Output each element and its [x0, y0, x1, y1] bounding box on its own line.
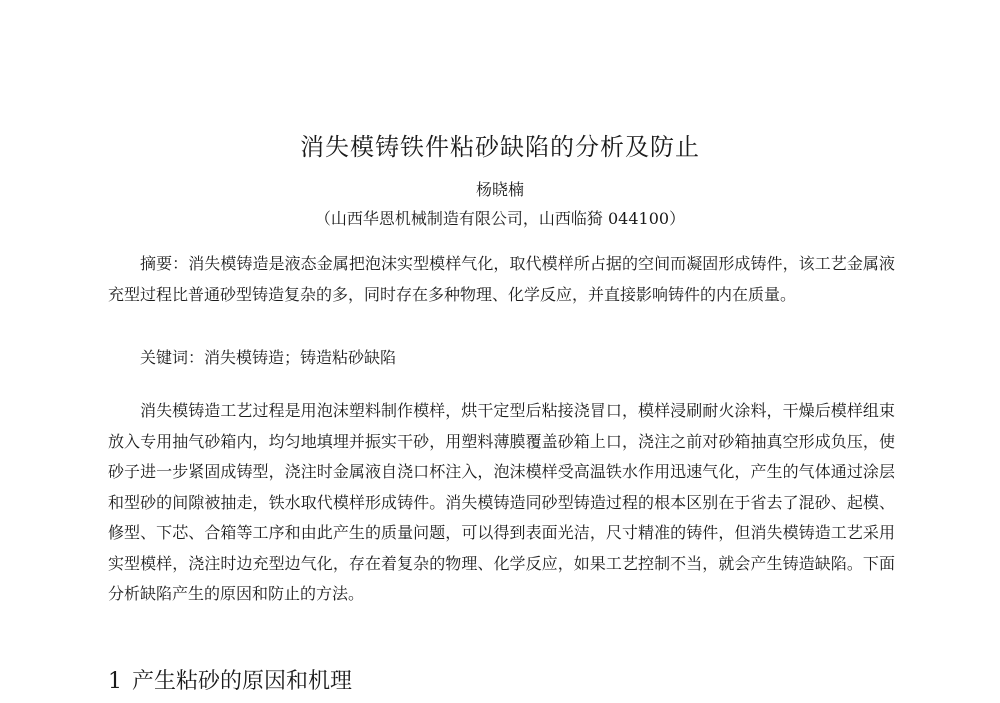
abstract-label: 摘要： [140, 254, 189, 273]
body-paragraph: 消失模铸造工艺过程是用泡沫塑料制作模样，烘干定型后粘接浇冒口，模样浸刷耐火涂料，干燥后模样组束放入专用抽气砂箱内，均匀地填埋并振实干砂，用塑料薄膜覆盖砂箱上口，浇注之前对砂箱抽真空形成负压，使砂子进一步紧固成铸型，浇注时金属液自浇口杯注入，泡沫模样受高温铁水作用迅速气化，产生的气体通过涂层和型砂的间隙被抽走，铁水取代模样形成铸件。消失模铸造同砂型铸造过程的根本区别在于省去了混砂、起模、修型、下芯、合箱等工序和由此产生的质量问题，可以得到表面光洁，尺寸精准的铸件，但消失模铸造工艺采用实型模样，浇注时边充型边气化，存在着复杂的物理、化学反应，如果工艺控制不当，就会产生铸造缺陷。下面分析缺陷产生的原因和防止的方法。 [108, 401, 895, 603]
section-heading [108, 664, 352, 695]
keywords-text: 消失模铸造；铸造粘砂缺陷 [204, 348, 397, 367]
abstract-text: 消失模铸造是液态金属把泡沫实型模样气化，取代模样所占据的空间而凝固形成铸件，该工艺金属液充型过程比普通砂型铸造复杂的多，同时存在多种物理、化学反应，并直接影响铸件的内在质量。 [108, 254, 895, 304]
author-affiliation: （山西华恩机械制造有限公司，山西临猗 044100） [314, 209, 686, 228]
section-number: 1 [108, 669, 122, 694]
keywords-label: 关键词： [140, 348, 205, 367]
author-name: 杨晓楠 [475, 180, 524, 199]
keywords-line [108, 343, 895, 374]
abstract-paragraph [108, 249, 895, 310]
section-title: 产生粘砂的原因和机理 [132, 669, 353, 694]
paper-title: 消失模铸铁件粘砂缺陷的分析及防止 [300, 133, 700, 161]
